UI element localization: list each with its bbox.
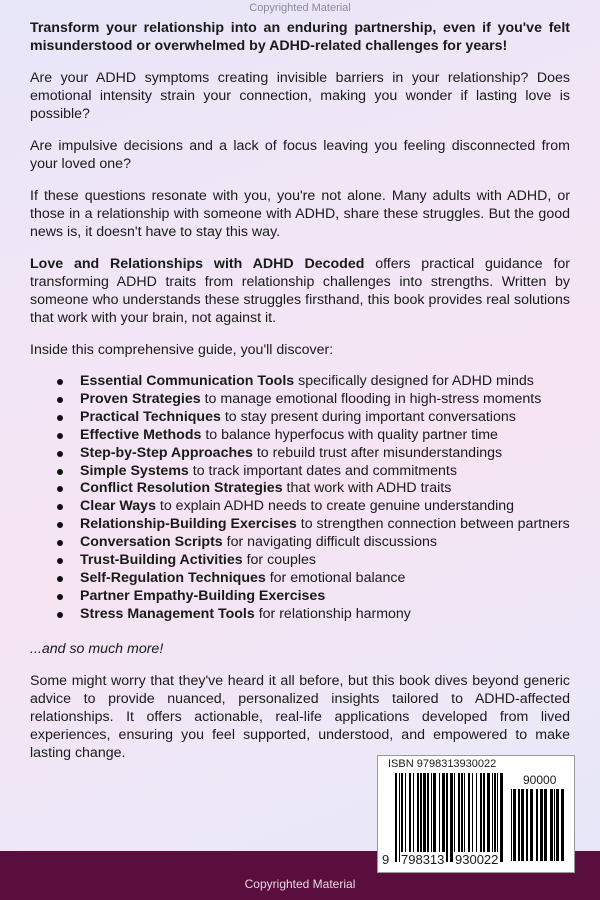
barcode-bar (395, 773, 397, 862)
barcode-bar (550, 789, 553, 861)
barcode-bar (554, 789, 555, 861)
feature-list-item (30, 588, 570, 606)
feature-name: Trust-Building Activities (80, 552, 243, 569)
barcode-bar (464, 773, 465, 862)
barcode-bar (497, 773, 498, 862)
bullet-icon (57, 612, 63, 618)
barcode-bar (540, 789, 543, 861)
feature-desc: for navigating difficult discussions (222, 534, 437, 551)
feature-list-item (30, 445, 570, 463)
barcode-bar (401, 773, 403, 862)
barcode-bar (446, 773, 448, 862)
barcode-bar (480, 773, 482, 862)
feature-name: Self-Regulation Techniques (80, 569, 266, 586)
bullet-icon (57, 451, 63, 457)
feature-name: Relationship-Building Exercises (80, 516, 297, 533)
barcode-bar (513, 789, 516, 861)
bullet-icon (57, 379, 63, 385)
feature-name: Essential Communication Tools (80, 373, 295, 389)
barcode-bar (483, 773, 485, 862)
barcode-bar (518, 789, 520, 861)
bullet-icon (57, 469, 63, 475)
barcode-bars-price (511, 789, 566, 861)
feature-name: Step-by-Step Approaches (80, 444, 253, 461)
paragraph: If these questions resonate with you, you're not alone. Many adults with ADHD, or those in a relationship with someone with ADHD, share these struggles. But the good news is, it doesn't have to stay this way. (30, 188, 570, 240)
feature-list-item (30, 498, 570, 516)
isbn-text: ISBN 9798313930022 (388, 758, 497, 770)
feature-desc: for couples (242, 552, 316, 569)
barcode-bar (530, 789, 533, 861)
barcode-bar (536, 789, 538, 861)
bullet-icon (57, 415, 63, 421)
barcode-bar (458, 773, 460, 862)
barcode-bar (409, 773, 411, 862)
inside-heading: Inside this comprehensive guide, you'll discover: (30, 342, 334, 358)
feature-list-item (30, 409, 570, 427)
barcode-bar (405, 773, 406, 862)
barcode-bar (468, 773, 470, 862)
watermark-bottom: Copyrighted Material (244, 877, 356, 891)
feature-desc: to balance hyperfocus with quality partner time (201, 426, 498, 443)
feature-name: Simple Systems (80, 462, 189, 479)
feature-name: Conflict Resolution Strategies (80, 480, 283, 497)
barcode-bar (417, 773, 419, 862)
feature-list (30, 373, 570, 624)
paragraph: Are your ADHD symptoms creating invisible barriers in your relationship? Does emotional intensity strain your connection, making you wonder if lasting love is possible? (30, 70, 570, 122)
feature-list-item (30, 534, 570, 552)
barcode-bar (461, 773, 463, 862)
barcode-bar (450, 773, 453, 862)
barcode-bar (561, 789, 564, 861)
barcode-digits-right: 930022 (455, 852, 499, 867)
barcode-bars-main (395, 773, 505, 862)
bullet-icon (57, 594, 63, 600)
feature-desc: for emotional balance (265, 569, 406, 586)
feature-list-item (30, 427, 570, 445)
barcode-bar (423, 773, 426, 862)
isbn-barcode (377, 755, 575, 873)
barcode-digits-left: 798313 (401, 852, 445, 867)
watermark-top: Copyrighted Material (249, 2, 351, 14)
feature-name: Stress Management Tools (80, 605, 255, 622)
feature-name: Clear Ways (80, 498, 156, 515)
book-title: Love and Relationships with ADHD Decoded (30, 256, 365, 272)
feature-desc: that work with ADHD traits (282, 480, 452, 497)
barcode-bar (521, 789, 524, 861)
feature-desc: to track important dates and commitments (188, 462, 457, 479)
feature-desc: to explain ADHD needs to create genuine understanding (155, 498, 515, 515)
feature-desc: to manage emotional flooding in high-stress moments (200, 390, 542, 407)
barcode-bar (526, 789, 528, 861)
barcode-bar (492, 773, 493, 862)
feature-desc: for relationship harmony (254, 605, 411, 622)
barcode-bar (399, 773, 400, 862)
bullet-icon (57, 486, 63, 492)
barcode-bar (472, 773, 473, 862)
barcode-bar (413, 773, 414, 862)
barcode-bar (427, 773, 429, 862)
feature-desc: specifically designed for ADHD minds (294, 373, 534, 389)
barcode-bar (431, 773, 432, 862)
feature-desc: to rebuild trust after misunderstandings (252, 444, 503, 461)
feature-list-item (30, 516, 570, 534)
feature-list-item (30, 570, 570, 588)
feature-name: Conversation Scripts (80, 534, 223, 551)
barcode-bar (442, 773, 445, 862)
feature-list-item (30, 391, 570, 409)
bullet-icon (57, 576, 63, 582)
bullet-icon (57, 433, 63, 439)
back-cover-text (30, 19, 570, 776)
bullet-icon (57, 504, 63, 510)
intro-headline: Transform your relationship into an enduring partnership, even if you've felt misunderstood or overwhelmed by ADHD-related challenges for years! (30, 20, 570, 54)
barcode-bar (439, 773, 440, 862)
feature-list-item (30, 606, 570, 624)
bullet-icon (57, 540, 63, 546)
feature-name: Proven Strategies (80, 390, 201, 407)
book-description (30, 255, 570, 327)
feature-list-item (30, 552, 570, 570)
barcode-bar (544, 789, 547, 861)
bullet-icon (57, 522, 63, 528)
feature-name: Effective Methods (80, 426, 202, 443)
paragraph: Are impulsive decisions and a lack of focus leaving you feeling disconnected from your loved one? (30, 138, 570, 172)
closing-paragraph: Some might worry that they've heard it all before, but this book dives beyond generic advice to provide nuanced, personalized insights tailored to ADHD-affected relationships. It offers actionable, real-life applications developed from lived experiences, ensuring you feel supported, understood, and empowered to make lasting change. (30, 672, 570, 761)
barcode-bar (454, 773, 455, 862)
barcode-bar (556, 789, 559, 861)
barcode-bar (494, 773, 496, 862)
feature-name: Practical Techniques (80, 408, 221, 425)
barcode-bar (487, 773, 490, 862)
barcode-bar (500, 773, 503, 862)
bullet-icon (57, 558, 63, 564)
feature-desc: to stay present during important conversations (220, 408, 516, 425)
barcode-bar (511, 789, 512, 861)
feature-list-item (30, 480, 570, 498)
barcode-digit: 9 (382, 852, 390, 867)
barcode-bar (476, 773, 477, 862)
feature-name: Partner Empathy-Building Exercises (80, 587, 326, 604)
barcode-bar (433, 773, 436, 862)
book-desc-text: offers practical guidance for transforming ADHD traits from relationship challenges into strengths. Written by someone who understands these struggles firsthand, this book provides real solutions that work with your brain, not against it. (30, 256, 570, 326)
bullet-icon (57, 397, 63, 403)
feature-desc: to strengthen connection between partners (296, 516, 570, 533)
and-more: ...and so much more! (30, 640, 164, 657)
feature-list-item (30, 463, 570, 481)
feature-list-item (30, 373, 570, 391)
barcode-bar (420, 773, 422, 862)
price-code: 90000 (523, 773, 557, 787)
